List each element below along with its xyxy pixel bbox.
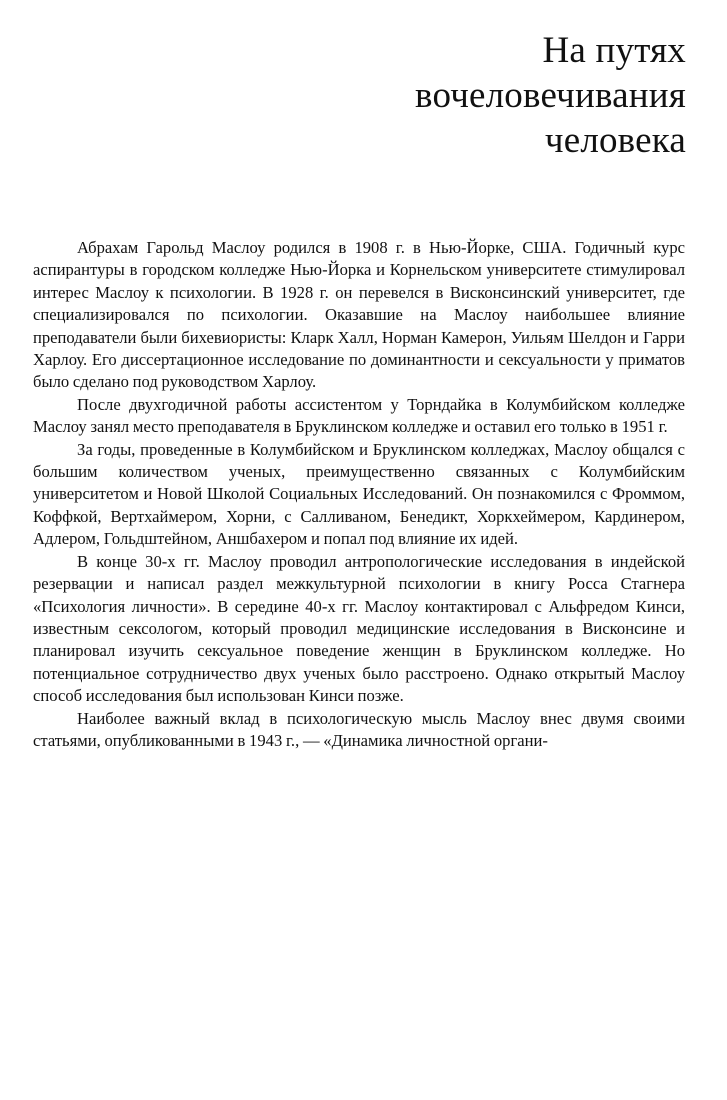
chapter-title-line-2: вочеловечивания (415, 75, 686, 116)
paragraph-4: В конце 30-х гг. Маслоу проводил антропологические исследования в индейской резервации и написал раздел межкультурной психологии в книгу Росса Стагнера «Психология личности». В середине 40-х гг. Маслоу контактировал с Альфредом Кинси, известным сексологом, который проводил медицинские исследования в Висконсине и планировал изучить сексуальное поведение женщин в Бруклинском колледже. Но потенциальное сотрудничество двух ученых было расстроено. Однако открытый Маслоу способ исследования был использован Кинси позже. (33, 551, 685, 706)
chapter-title-line-1: На путях (542, 30, 686, 71)
body-text (33, 237, 685, 752)
chapter-title-line-3: человека (544, 120, 686, 161)
paragraph-3: За годы, проведенные в Колумбийском и Бруклинском колледжах, Маслоу общался с большим количеством ученых, преимущественно связанных с Колумбийским университетом и Новой Школой Социальных Исследований. Он познакомился с Фроммом, Коффкой, Вертхаймером, Хорни, с Салливаном, Бенедикт, Хоркхеймером, Кардинером, Адлером, Гольдштейном, Аншбахером и попал под влияние их идей. (33, 439, 685, 549)
chapter-title (186, 28, 686, 163)
paragraph-5: Наиболее важный вклад в психологическую мысль Маслоу внес двумя своими статьями, опубликованными в 1943 г., — «Динамика личностной органи- (33, 708, 685, 750)
paragraph-2: После двухгодичной работы ассистентом у Торндайка в Колумбийском колледже Маслоу занял место преподавателя в Бруклинском колледже и оставил его только в 1951 г. (33, 394, 685, 437)
paragraph-1: Абрахам Гарольд Маслоу родился в 1908 г. в Нью-Йорке, США. Годичный курс аспирантуры в городском колледже Нью-Йорка и Корнельском университете стимулировал интерес Маслоу к психологии. В 1928 г. он перевелся в Висконсинский университет, где специализировался по психологии. Оказавшие на Маслоу наибольшее влияние преподаватели были бихевиористы: Кларк Халл, Норман Камерон, Уильям Шелдон и Гарри Харлоу. Его диссертационное исследование по доминантности и сексуальности у приматов было сделано под руководством Харлоу. (33, 238, 685, 392)
